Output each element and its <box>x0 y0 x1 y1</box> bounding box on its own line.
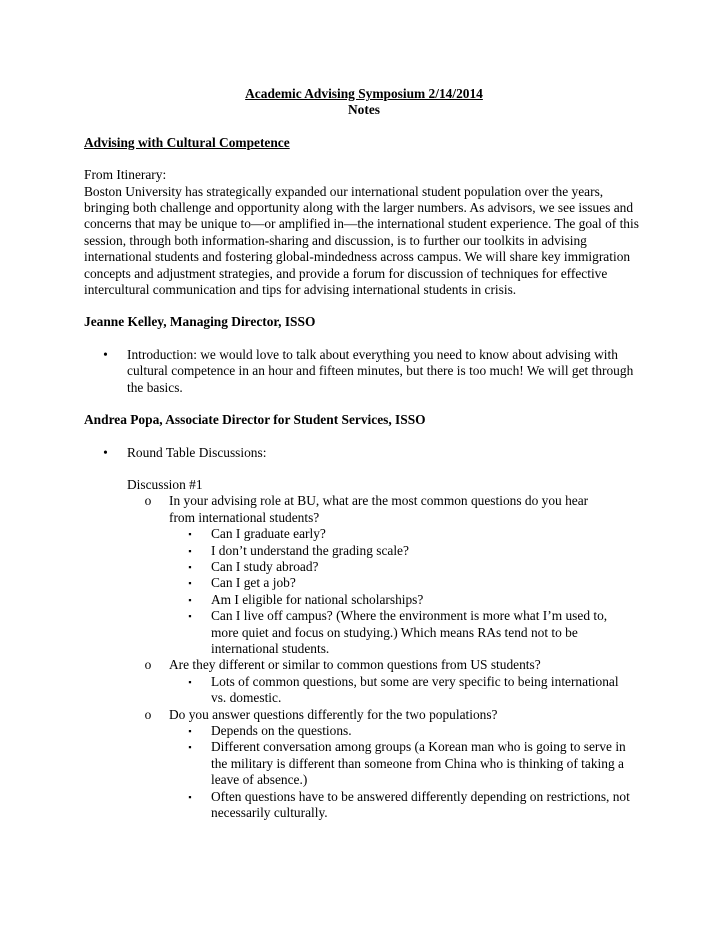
document-body <box>84 86 644 821</box>
question-list <box>84 493 644 821</box>
question-item <box>84 707 644 822</box>
question-text: In your advising role at BU, what are the most common questions do you hear from international students? <box>169 493 589 525</box>
bullet-marker: ▪ <box>188 561 192 572</box>
question-item <box>84 657 644 706</box>
bullet-marker: ▪ <box>188 529 192 540</box>
bullet-marker: ▪ <box>188 611 192 622</box>
bullet-text: Introduction: we would love to talk about everything you need to know about advising with cultural competence in an hour and fifteen minutes, but there is too much! We will get through the basics. <box>127 346 634 395</box>
bullet-marker: ▪ <box>188 791 192 802</box>
bullet-introduction <box>84 347 644 396</box>
section-heading: Advising with Cultural Competence <box>84 134 290 150</box>
bullet-round-table <box>84 445 644 461</box>
bullet-marker: ▪ <box>188 594 192 605</box>
speaker-heading-andrea-popa: Andrea Popa, Associate Director for Student Services, ISSO <box>84 412 426 428</box>
bullet-marker: ▪ <box>188 726 192 736</box>
bullet-marker: o <box>144 657 152 673</box>
bullet-marker: o <box>144 493 152 509</box>
answer-text: Can I graduate early? <box>211 526 326 542</box>
bullet-marker: • <box>103 444 108 460</box>
answer-text: Often questions have to be answered differently depending on restrictions, not necessarily culturally. <box>211 788 630 821</box>
answer-text: Different conversation among groups (a Korean man who is going to serve in the military is different than someone from China who is thinking of taking a leave of absence.) <box>211 739 626 788</box>
question-text: Are they different or similar to common questions from US students? <box>169 657 541 673</box>
itinerary-label: From Itinerary: <box>84 167 167 183</box>
answer-text: Am I eligible for national scholarships? <box>211 591 424 607</box>
bullet-marker: • <box>103 346 108 362</box>
question-text: Do you answer questions differently for the two populations? <box>169 706 498 722</box>
bullet-marker: ▪ <box>188 578 192 589</box>
bullet-marker: ▪ <box>188 676 192 687</box>
document-subtitle: Notes <box>348 102 380 118</box>
document-title: Academic Advising Symposium 2/14/2014 <box>245 86 483 101</box>
answer-text: I don’t understand the grading scale? <box>211 542 409 558</box>
answer-text: Can I live off campus? (Where the environment is more what I’m used to, more quiet and focus on studying.) Which means RAs tend not to be international students. <box>211 608 608 656</box>
answer-text: Depends on the questions. <box>211 723 352 738</box>
question-item <box>84 493 644 657</box>
bullet-marker: o <box>144 706 152 722</box>
bullet-marker: ▪ <box>188 742 192 753</box>
answer-text: Can I get a job? <box>211 575 296 591</box>
itinerary-paragraph: Boston University has strategically expanded our international student population over the years, bringing both challenge and opportunity along with the larger numbers. As advisors, we see issues and concerns that may be unique to—or amplified in—the international student experience. The goal of this session, through both information-sharing and discussion, is to further our toolkits in advising international students and fostering global-mindedness across campus. We will share key immigration concepts and adjustment strategies, and provide a forum for discussion of techniques for effective intercultural communication and tips for advising international students in crisis. <box>84 183 639 298</box>
bullet-marker: ▪ <box>188 545 192 556</box>
answer-text: Can I study abroad? <box>211 558 319 574</box>
bullet-text: Round Table Discussions: <box>127 444 267 460</box>
answer-text: Lots of common questions, but some are very specific to being international vs. domestic. <box>211 673 619 706</box>
speaker-heading-jeanne-kelley: Jeanne Kelley, Managing Director, ISSO <box>84 314 316 330</box>
discussion-label: Discussion #1 <box>127 476 203 492</box>
